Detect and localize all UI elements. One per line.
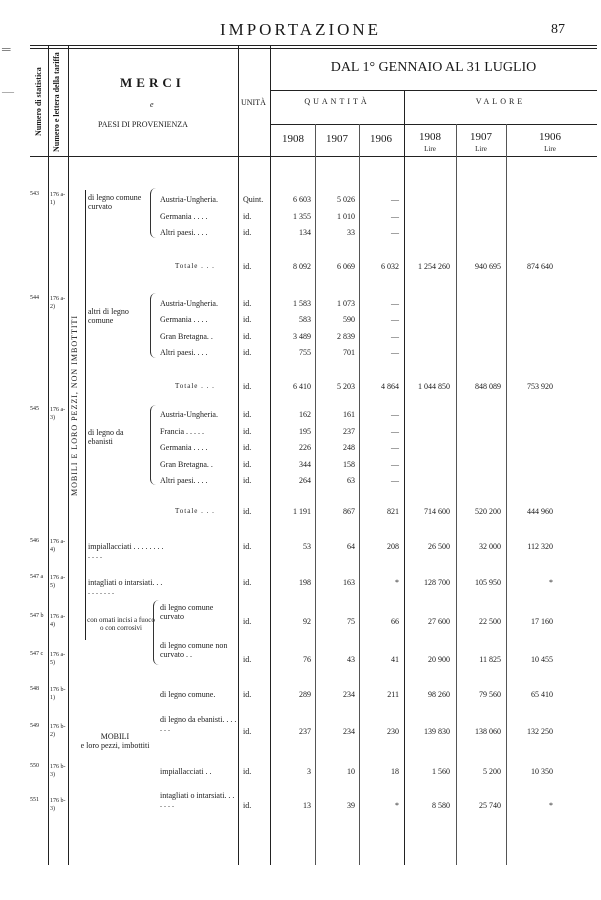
quantity-cell: 64	[347, 542, 355, 551]
item-label: di legno comune non curvato . .	[160, 641, 228, 659]
value-cell: 1 560	[432, 767, 450, 776]
quantity-cell: 43	[347, 655, 355, 664]
stat-number: 546	[30, 538, 39, 544]
quantity-cell: 701	[343, 348, 355, 357]
quantity-cell: 583	[299, 315, 311, 324]
quantity-cell: —	[391, 195, 399, 204]
tariff-number: 176 b-2)	[50, 724, 66, 738]
value-cell: 128 700	[424, 578, 450, 587]
quantity-cell: 1 355	[293, 212, 311, 221]
value-cell: 22 500	[479, 617, 501, 626]
country-label: Altri paesi. . . .	[160, 476, 208, 485]
year-v-1908: 1908	[419, 131, 441, 143]
stat-number: 547 c	[30, 651, 44, 657]
item-label: di legno comune.	[160, 690, 216, 699]
country-label: Altri paesi. . . .	[160, 348, 208, 357]
unit-cell: id.	[243, 228, 252, 237]
years-rule	[270, 124, 597, 125]
country-label: Germania . . . .	[160, 443, 208, 452]
quantity-cell: 6 603	[293, 195, 311, 204]
item-label: di legno comune curvato	[88, 193, 142, 211]
brace	[150, 188, 157, 238]
value-cell: 874 640	[527, 262, 553, 271]
tariff-number: 176 a-5)	[50, 652, 66, 666]
tariff-number: 176 a-2)	[50, 296, 66, 310]
col-divider	[506, 124, 507, 865]
quantity-cell: —	[391, 332, 399, 341]
value-cell: 714 600	[424, 507, 450, 516]
total-label: Totale . . .	[175, 507, 215, 515]
unit-cell: Quint.	[243, 195, 264, 204]
quantity-cell: 75	[347, 617, 355, 626]
country-label: Germania . . . .	[160, 212, 208, 221]
quantity-cell: 162	[299, 410, 311, 419]
country-label: Gran Bretagna. .	[160, 332, 213, 341]
quantity-cell: 211	[387, 690, 399, 699]
col-divider	[404, 90, 405, 865]
quantity-cell: 76	[303, 655, 311, 664]
stat-number: 550	[30, 763, 39, 769]
quantity-cell: 590	[343, 315, 355, 324]
value-cell: 11 825	[479, 655, 501, 664]
quantity-cell: 226	[299, 443, 311, 452]
quantity-cell: —	[391, 299, 399, 308]
quantity-cell: 755	[299, 348, 311, 357]
unit-cell: id.	[243, 212, 252, 221]
value-cell: *	[549, 578, 553, 587]
quantity-cell: 18	[391, 767, 399, 776]
item-label: intagliati o intarsiati. . . . . . . . . .	[88, 578, 163, 596]
col-header-stat: Numero di statistica	[34, 67, 43, 137]
unit-cell: id.	[243, 476, 252, 485]
item-label: altri di legno comune	[88, 307, 129, 325]
year-q-1907: 1907	[326, 133, 348, 145]
quantity-cell: 6 410	[293, 382, 311, 391]
quantity-cell: —	[391, 228, 399, 237]
col-divider	[238, 45, 239, 865]
tariff-number: 176 a-4)	[50, 539, 66, 553]
period-rule	[270, 90, 597, 91]
quantity-cell: 1 073	[337, 299, 355, 308]
item-label: impiallacciati . . . . . . . . . . . .	[88, 542, 164, 560]
quantity-cell: 161	[343, 410, 355, 419]
tariff-number: 176 b-1)	[50, 687, 66, 701]
quantity-cell: —	[391, 427, 399, 436]
value-cell: 26 500	[428, 542, 450, 551]
unit-cell: id.	[243, 578, 252, 587]
item-label: di legno comune curvato	[160, 603, 214, 621]
quantity-cell: 39	[347, 801, 355, 810]
value-cell: 5 200	[483, 767, 501, 776]
stat-number: 543	[30, 191, 39, 197]
unit-cell: id.	[243, 727, 252, 736]
quantity-cell: 66	[391, 617, 399, 626]
value-cell: 940 695	[475, 262, 501, 271]
quantity-cell: —	[391, 410, 399, 419]
quantity-cell: 5 203	[337, 382, 355, 391]
unit-cell: id.	[243, 507, 252, 516]
quantity-cell: 198	[299, 578, 311, 587]
value-cell: 112 320	[527, 542, 553, 551]
col-header-tariffa: Numero e lettera della tariffa	[52, 52, 61, 152]
year-v-1906: 1906	[539, 131, 561, 143]
quantity-cell: 248	[343, 443, 355, 452]
value-cell: 139 830	[424, 727, 450, 736]
tariff-number: 176 a-5)	[50, 575, 66, 589]
col-divider	[456, 124, 457, 865]
quantity-cell: 41	[391, 655, 399, 664]
unit-cell: id.	[243, 299, 252, 308]
tariff-number: 176 a-1)	[50, 192, 66, 206]
value-cell: 65 410	[531, 690, 553, 699]
tariff-number: 176 b-3)	[50, 798, 66, 812]
quantity-cell: 33	[347, 228, 355, 237]
quantity-cell: 134	[299, 228, 311, 237]
value-cell: 10 350	[531, 767, 553, 776]
quantity-cell: 1 010	[337, 212, 355, 221]
stat-number: 551	[30, 797, 39, 803]
unit-cell: id.	[243, 767, 252, 776]
ornate-label: con ornati incisi a fuoco o con corrosivi	[87, 616, 155, 632]
page-title: IMPORTAZIONE	[219, 20, 382, 39]
tariff-number: 176 b-3)	[50, 764, 66, 778]
group-bracket-line	[85, 190, 86, 640]
value-cell: 753 920	[527, 382, 553, 391]
period-header: DAL 1° GENNAIO AL 31 LUGLIO	[330, 60, 537, 75]
quantity-cell: 237	[299, 727, 311, 736]
quantity-cell: 10	[347, 767, 355, 776]
year-q-1906: 1906	[370, 133, 392, 145]
value-cell: 444 960	[527, 507, 553, 516]
value-cell: 8 580	[432, 801, 450, 810]
year-v-1907: 1907	[470, 131, 492, 143]
value-cell: 10 455	[531, 655, 553, 664]
lire-label: Lire	[475, 145, 487, 153]
col-divider	[270, 45, 271, 865]
quantity-cell: 1 583	[293, 299, 311, 308]
total-label: Totale . . .	[175, 262, 215, 270]
side-label-non-imbottiti: MOBILI E LORO PEZZI, NON IMBOTTITI	[70, 314, 79, 496]
tariff-number: 176 a-4)	[50, 614, 66, 628]
quantity-cell: 867	[343, 507, 355, 516]
unit-cell: id.	[243, 617, 252, 626]
stat-number: 544	[30, 295, 39, 301]
quantity-cell: 1 191	[293, 507, 311, 516]
country-label: Germania . . . .	[160, 315, 208, 324]
quantity-cell: 3	[307, 767, 311, 776]
quantity-cell: 13	[303, 801, 311, 810]
unit-cell: id.	[243, 262, 252, 271]
value-cell: *	[549, 801, 553, 810]
quantity-cell: —	[391, 443, 399, 452]
quantity-cell: *	[395, 801, 399, 810]
value-cell: 138 060	[475, 727, 501, 736]
edge-mark: —	[2, 84, 14, 98]
unit-cell: id.	[243, 382, 252, 391]
value-cell: 25 740	[479, 801, 501, 810]
quantity-cell: 208	[387, 542, 399, 551]
value-cell: 1 044 850	[418, 382, 450, 391]
brace	[150, 405, 157, 485]
stat-number: 545	[30, 406, 39, 412]
unit-cell: id.	[243, 410, 252, 419]
quantity-cell: 234	[343, 727, 355, 736]
quantity-cell: 264	[299, 476, 311, 485]
value-cell: 520 200	[475, 507, 501, 516]
item-label: intagliati o intarsiati. . . . . . .	[160, 791, 235, 809]
quantity-cell: 195	[299, 427, 311, 436]
unit-cell: id.	[243, 348, 252, 357]
col-divider	[68, 45, 69, 865]
value-cell: 27 600	[428, 617, 450, 626]
col-divider	[48, 45, 49, 865]
value-cell: 1 254 260	[418, 262, 450, 271]
page-number: 87	[551, 22, 565, 37]
tariff-number: 176 a-3)	[50, 407, 66, 421]
unit-cell: id.	[243, 801, 252, 810]
quantity-cell: 92	[303, 617, 311, 626]
value-cell: 79 560	[479, 690, 501, 699]
quantity-cell: 3 489	[293, 332, 311, 341]
quantity-cell: 230	[387, 727, 399, 736]
table-top-rule	[30, 48, 597, 49]
valore-header: VALORE	[475, 97, 526, 106]
item-label: di legno da ebanisti	[88, 428, 124, 446]
col-header-e: e	[150, 100, 154, 109]
unit-cell: id.	[243, 427, 252, 436]
total-label: Totale . . .	[175, 382, 215, 390]
year-q-1908: 1908	[282, 133, 304, 145]
value-cell: 32 000	[479, 542, 501, 551]
value-cell: 98 260	[428, 690, 450, 699]
brace	[150, 293, 157, 358]
unit-cell: id.	[243, 690, 252, 699]
country-label: Altri paesi. . . .	[160, 228, 208, 237]
quantity-cell: —	[391, 348, 399, 357]
quantity-cell: 6 032	[381, 262, 399, 271]
item-label: impiallacciati . .	[160, 767, 212, 776]
lire-label: Lire	[544, 145, 556, 153]
value-cell: 132 250	[527, 727, 553, 736]
unit-cell: id.	[243, 332, 252, 341]
quantity-cell: 2 839	[337, 332, 355, 341]
quantity-cell: 234	[343, 690, 355, 699]
side-label-imbottiti: MOBILI e loro pezzi, imbottiti	[80, 732, 150, 750]
quantity-cell: 63	[347, 476, 355, 485]
quantity-cell: *	[395, 578, 399, 587]
header-bottom-rule	[30, 156, 597, 157]
unit-cell: id.	[243, 655, 252, 664]
col-header-unita: UNITÀ	[241, 98, 266, 107]
quantity-cell: 4 864	[381, 382, 399, 391]
value-cell: 105 950	[475, 578, 501, 587]
country-label: Gran Bretagna. .	[160, 460, 213, 469]
quantity-cell: —	[391, 315, 399, 324]
unit-cell: id.	[243, 542, 252, 551]
quantity-cell: 158	[343, 460, 355, 469]
quantity-cell: 289	[299, 690, 311, 699]
quantity-cell: 237	[343, 427, 355, 436]
stat-number: 549	[30, 723, 39, 729]
quantity-cell: 344	[299, 460, 311, 469]
lire-label: Lire	[424, 145, 436, 153]
value-cell: 17 160	[531, 617, 553, 626]
edge-mark: ═	[2, 42, 11, 56]
quantity-cell: —	[391, 476, 399, 485]
quantity-cell: —	[391, 460, 399, 469]
country-label: Austria-Ungheria.	[160, 410, 218, 419]
quantity-cell: 821	[387, 507, 399, 516]
quantity-cell: 6 069	[337, 262, 355, 271]
col-header-paesi: PAESI DI PROVENIENZA	[98, 120, 188, 129]
table-top-rule	[30, 45, 597, 46]
brace	[153, 600, 160, 665]
country-label: Francia . . . . .	[160, 427, 204, 436]
country-label: Austria-Ungheria.	[160, 195, 218, 204]
quantita-header: QUANTITÀ	[304, 97, 370, 106]
stat-number: 547 a	[30, 574, 44, 580]
quantity-cell: 8 092	[293, 262, 311, 271]
stat-number: 547 b	[30, 613, 44, 619]
quantity-cell: 5 026	[337, 195, 355, 204]
unit-cell: id.	[243, 443, 252, 452]
quantity-cell: 163	[343, 578, 355, 587]
unit-cell: id.	[243, 460, 252, 469]
country-label: Austria-Ungheria.	[160, 299, 218, 308]
col-header-merci: MERCI	[120, 75, 185, 90]
quantity-cell: 53	[303, 542, 311, 551]
quantity-cell: —	[391, 212, 399, 221]
stat-number: 548	[30, 686, 39, 692]
value-cell: 848 089	[475, 382, 501, 391]
item-label: di legno da ebanisti. . . . . . .	[160, 715, 237, 733]
unit-cell: id.	[243, 315, 252, 324]
value-cell: 20 900	[428, 655, 450, 664]
